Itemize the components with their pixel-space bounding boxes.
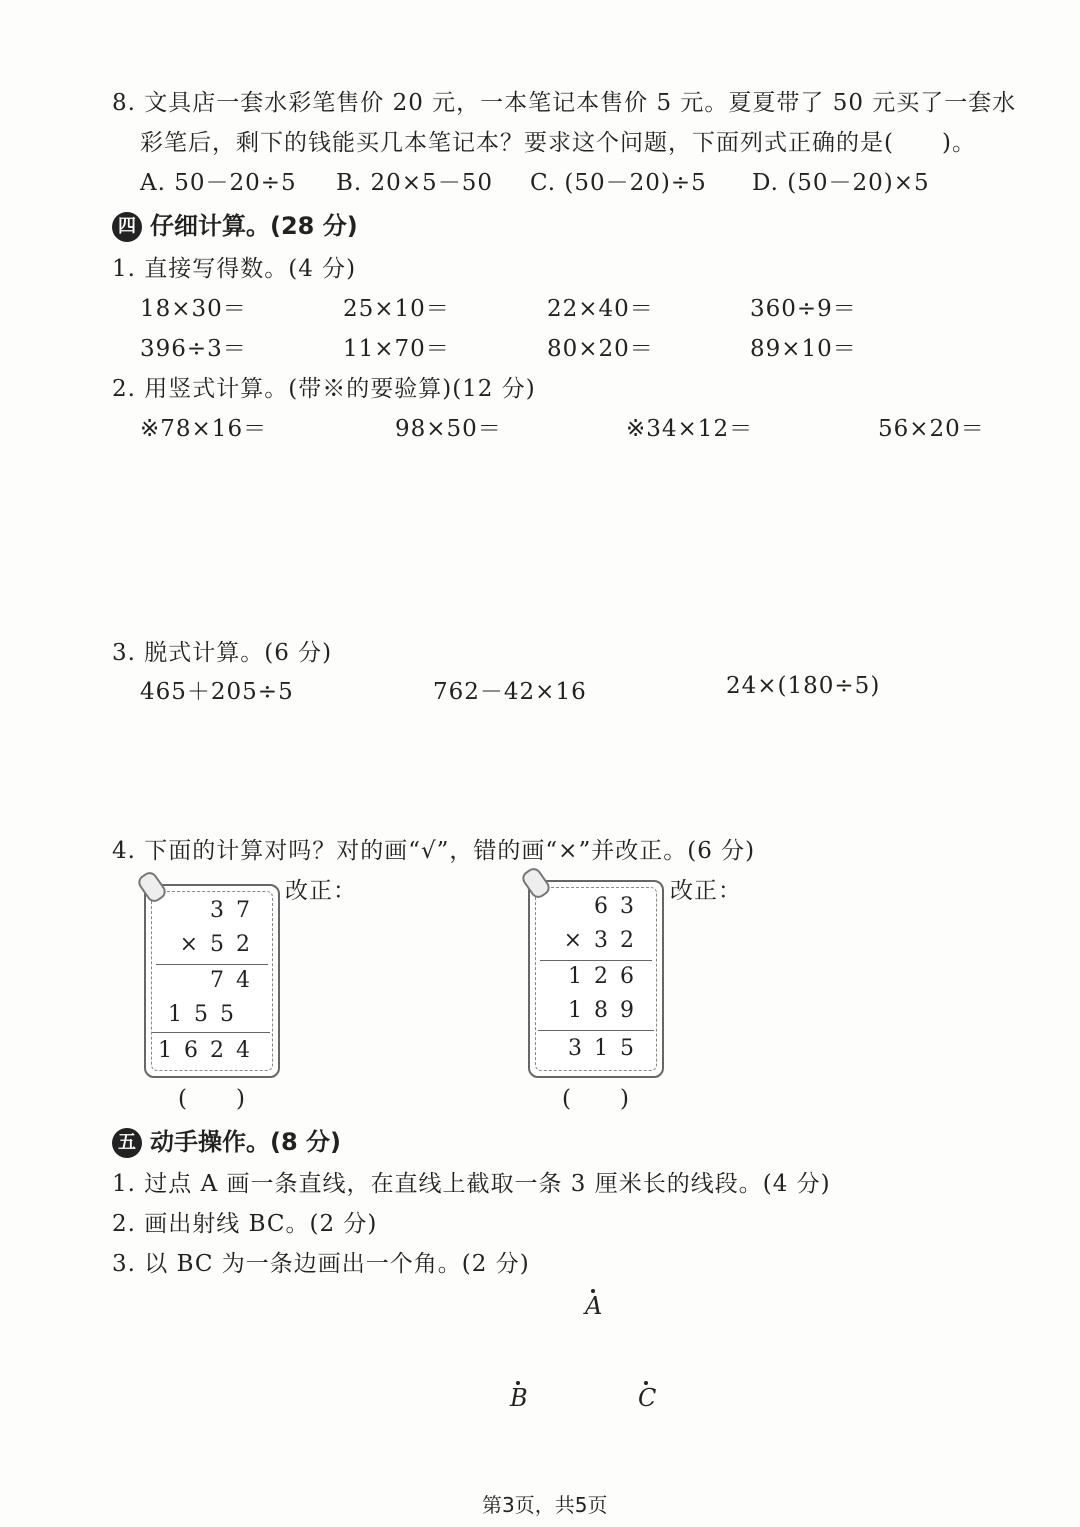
s4q1-r2-c2: 11×70＝	[343, 336, 450, 362]
s4q1-r2-c4: 89×10＝	[750, 336, 857, 362]
s4q1-title: 1. 直接写得数。(4 分)	[112, 256, 357, 282]
s4q3-item3: 24×(180÷5)	[726, 673, 881, 699]
q8-option-a: A. 50－20÷5	[140, 170, 297, 196]
calc-card-right	[528, 880, 664, 1078]
s4q1-r1-c4: 360÷9＝	[750, 296, 857, 322]
answer-paren-left: ( )	[178, 1086, 246, 1112]
calc-right-r3: 126	[568, 964, 646, 989]
calc-left-line2	[152, 1032, 270, 1033]
calc-right-r2: ×32	[563, 928, 646, 953]
s4q2-item3: ※34×12＝	[626, 416, 754, 442]
s4q1-r1-c2: 25×10＝	[343, 296, 450, 322]
s4q1-r1-c1: 18×30＝	[140, 296, 247, 322]
q8-line1: 8. 文具店一套水彩笔售价 20 元，一本笔记本售价 5 元。夏夏带了 50 元买了一套水	[112, 90, 1017, 116]
s5q3: 3. 以 BC 为一条边画出一个角。(2 分)	[112, 1251, 530, 1277]
calc-left-r3: 74	[210, 968, 262, 993]
s4q3-item1: 465＋205÷5	[140, 679, 294, 705]
s4q1-r2-c1: 396÷3＝	[140, 336, 247, 362]
section4-heading	[112, 206, 358, 242]
calc-card-left	[144, 884, 280, 1078]
s5q2: 2. 画出射线 BC。(2 分)	[112, 1211, 378, 1237]
correct-label-right: 改正：	[670, 878, 742, 904]
calc-right-line2	[538, 1030, 654, 1031]
section4-badge: 四	[112, 212, 142, 242]
s4q3-title: 3. 脱式计算。(6 分)	[112, 640, 333, 666]
calc-left-r1: 37	[210, 898, 262, 923]
correct-label-left: 改正：	[285, 878, 357, 904]
section5-badge: 五	[112, 1128, 142, 1158]
calc-right-r1: 63	[594, 894, 646, 919]
q8-line2: 彩笔后，剩下的钱能买几本笔记本？要求这个问题，下面列式正确的是( )。	[140, 130, 976, 156]
calc-left-r4: 155	[168, 1002, 246, 1027]
calc-left-line1	[156, 964, 268, 965]
calc-right-line1	[540, 960, 652, 961]
s5q1: 1. 过点 A 画一条直线，在直线上截取一条 3 厘米长的线段。(4 分)	[112, 1171, 831, 1197]
page-footer: 第3页，共5页	[482, 1493, 608, 1517]
point-a-label: A	[585, 1292, 603, 1320]
point-c-label: C	[638, 1384, 657, 1412]
q8-option-c: C. (50－20)÷5	[530, 170, 707, 196]
s4q4-title: 4. 下面的计算对吗？对的画“√”，错的画“×”并改正。(6 分)	[112, 838, 756, 864]
s4q2-title: 2. 用竖式计算。(带※的要验算)(12 分)	[112, 376, 536, 402]
s4q1-r2-c3: 80×20＝	[547, 336, 654, 362]
calc-right-r5: 315	[568, 1036, 646, 1061]
s4q1-r1-c3: 22×40＝	[547, 296, 654, 322]
section5-heading	[112, 1122, 341, 1158]
section4-title: 仔细计算。(28 分)	[150, 212, 358, 240]
s4q2-item2: 98×50＝	[395, 416, 502, 442]
calc-right-r4: 189	[568, 998, 646, 1023]
s4q2-item1: ※78×16＝	[140, 416, 268, 442]
s4q3-item2: 762－42×16	[433, 679, 587, 705]
q8-option-b: B. 20×5－50	[336, 170, 493, 196]
answer-paren-right: ( )	[562, 1086, 630, 1112]
calc-left-r2: ×52	[179, 932, 262, 957]
calc-left-r5: 1624	[158, 1038, 262, 1063]
point-b-label: B	[510, 1384, 528, 1412]
q8-option-d: D. (50－20)×5	[752, 170, 930, 196]
s4q2-item4: 56×20＝	[878, 416, 985, 442]
section5-title: 动手操作。(8 分)	[150, 1128, 341, 1156]
